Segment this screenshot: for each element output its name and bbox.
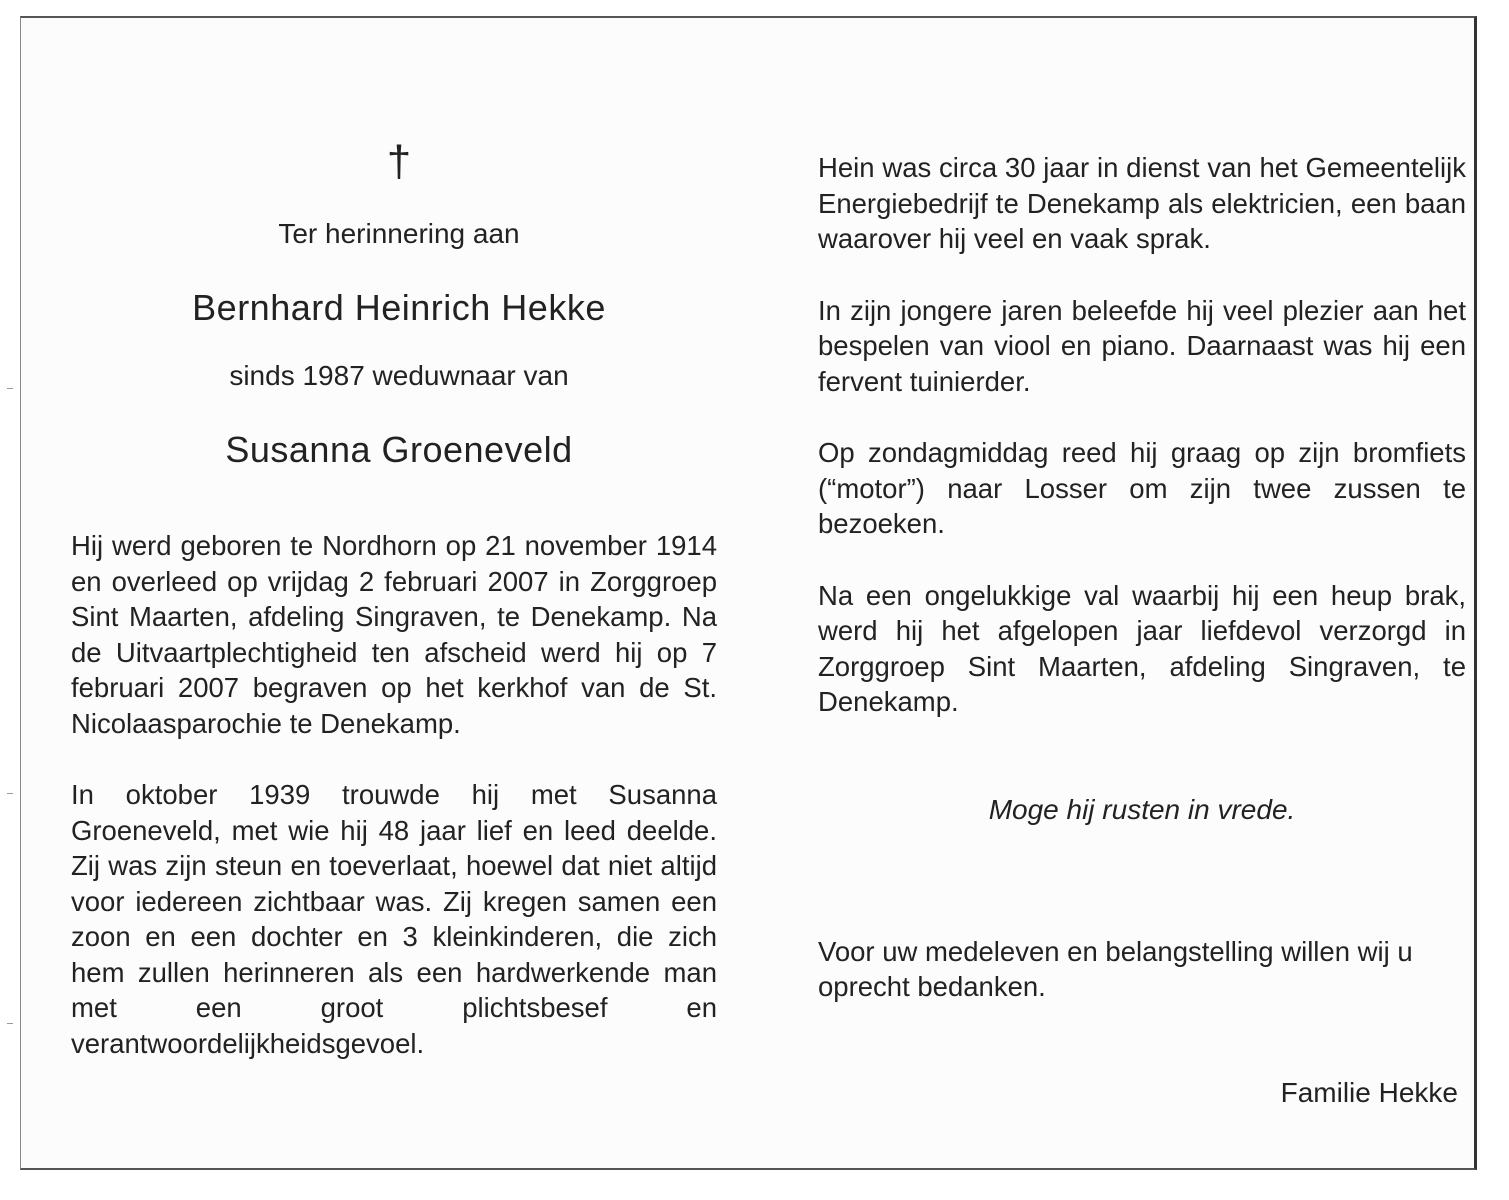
sundays-paragraph: Op zondagmiddag reed hij graag op zijn bromfiets (“motor”) naar Losser om zijn twee zussen te bezoeken.: [818, 437, 1466, 539]
widower-line: sinds 1987 weduwnaar van: [229, 360, 569, 391]
family-signature: Familie Hekke: [1280, 1076, 1458, 1108]
biography-paragraph: Hij werd geboren te Nordhorn op 21 november 1914 en overleed op vrijdag 2 februari 2007 in Zorggroep Sint Maarten, afdeling Singraven, te Denekamp. Na de Uitvaartplechtigheid ten afscheid werd hij op 7 februari 2007 begraven op het kerkhof van de St. Nicolaasparochie te Denekamp.: [71, 530, 717, 739]
career-paragraph: Hein was circa 30 jaar in dienst van het Gemeentelijk Energiebedrijf te Denekamp als elektricien, een baan waarover hij veel en vaak sprak.: [818, 152, 1466, 254]
hobbies-paragraph: In zijn jongere jaren beleefde hij veel plezier aan het bespelen van viool en piano. Daarnaast was hij een fervent tuinierder.: [818, 294, 1466, 397]
scan-mark: [7, 388, 13, 389]
memorial-card: [20, 16, 1477, 1170]
marriage-paragraph: In oktober 1939 trouwde hij met Susanna Groeneveld, met wie hij 48 jaar lief en leed deelde. Zij was zijn steun en toeverlaat, hoewel dat niet altijd voor iedereen zichtbaar was. Zij kregen samen een zoon en een dochter en 3 kleinkinderen, die zich hem zullen herinneren als een hardwerkende man met een groot plichtsbesef en verantwoordelijkheidsgevoel.: [71, 779, 717, 1059]
care-paragraph: Na een ongelukkige val waarbij hij een heup brak, werd hij het afgelopen jaar liefdevol verzorgd in Zorggroep Sint Maarten, afdeling Singraven, te Denekamp.: [818, 579, 1466, 717]
scan-mark: [7, 793, 13, 794]
cross-icon: †: [386, 137, 412, 186]
left-column: [71, 138, 717, 1061]
intro-line: Ter herinnering aan: [278, 218, 520, 249]
right-column: [818, 150, 1466, 1111]
scan-mark: [7, 1023, 13, 1024]
deceased-name: Bernhard Heinrich Hekke: [192, 287, 606, 328]
thanks-text: Voor uw medeleven en belangstelling willen wij u oprecht bedanken.: [818, 935, 1413, 1002]
closing-prayer: Moge hij rusten in vrede.: [988, 793, 1296, 825]
spouse-name: Susanna Groeneveld: [225, 429, 573, 470]
